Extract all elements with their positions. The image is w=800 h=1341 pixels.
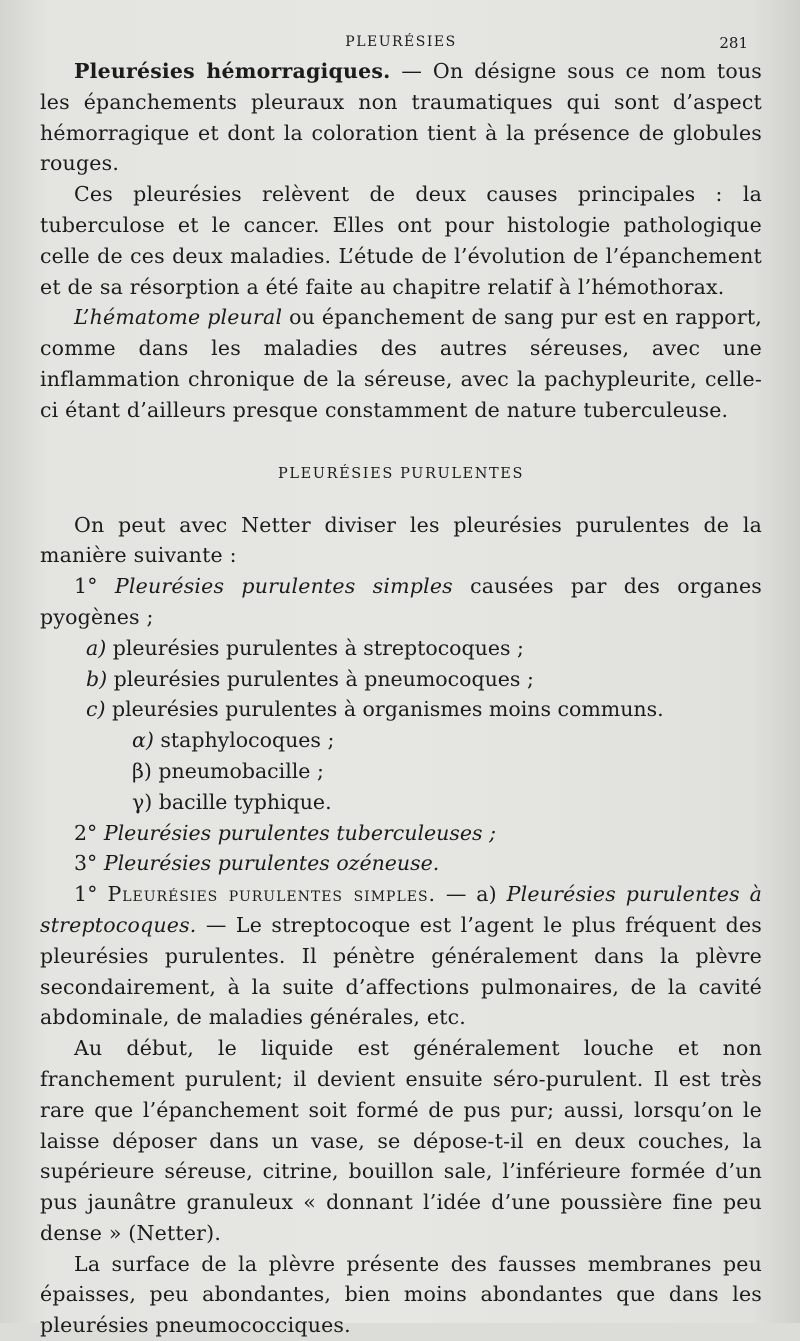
- list-number: 3°: [74, 851, 98, 876]
- paragraph-netter: [40, 510, 762, 572]
- greek-text: bacille typhique.: [152, 789, 332, 814]
- paragraph-text: ou épanchement de sang pur est en rapport, comme dans les maladies des autres séreuses, avec une inflammation chronique de la séreuse, avec la pachypleurite, celle-ci étant d’ailleurs presque constamment de nature tuberculeuse.: [40, 305, 762, 422]
- italic-term: Pleurésies purulentes à streptocoques.: [40, 882, 763, 937]
- list-item-3: [40, 848, 762, 879]
- list-item-1: [40, 571, 762, 633]
- italic-term: Pleurésies purulentes tuberculeuses ;: [103, 820, 496, 845]
- sub-text: pleurésies purulentes à organismes moins communs.: [105, 697, 664, 722]
- italic-term: Pleurésies purulentes ozéneuse.: [103, 851, 440, 876]
- sub-label: c): [86, 697, 106, 722]
- paragraph-text: Au début, le liquide est généralement louche et non franchement purulent; il devient ensuite séro-purulent. Il est très rare que l’épanchement soit formé de pus pur; aussi, lorsqu’on le laisse déposer dans un vase, se dépose-t-il en deux couches, la supérieure séreuse, citrine, bouillon sale, l’inférieure formée d’un pus jaunâtre granuleux « donnant l’idée d’une poussière fine peu dense » (Netter).: [40, 1036, 762, 1245]
- page-number: 281: [719, 34, 748, 52]
- paragraph-hematoma: [40, 302, 762, 425]
- list-item-2: [40, 818, 762, 849]
- paragraph-hemorrhagic: [40, 56, 762, 179]
- paragraph-text: — On désigne sous ce nom tous les épanchements pleuraux non traumatiques qui sont d’aspect hémorragique et dont la coloration tient à la présence de globules rouges.: [40, 59, 762, 176]
- greek-label: α): [132, 728, 154, 753]
- paragraph-streptococcus: [40, 879, 762, 1033]
- greek-item-gamma: [40, 787, 762, 818]
- running-head: [40, 32, 762, 56]
- greek-text: staphylocoques ;: [153, 728, 335, 753]
- section-heading: PLEURÉSIES PURULENTES: [277, 465, 525, 482]
- paragraph-text: On peut avec Netter diviser les pleurésies purulentes de la manière suivante :: [40, 512, 762, 568]
- paragraph-causes: [40, 179, 762, 302]
- paragraph-text: — Le streptocoque est l’agent le plus fréquent des pleurésies purulentes. Il pénètre généralement dans la plèvre secondairement, à la suite d’affections pulmonaires, de la cavité abdominale, de maladies générales, etc.: [40, 912, 762, 1030]
- list-text: causées par des organes pyogènes ;: [40, 574, 763, 629]
- paragraph-liquid: [40, 1033, 762, 1249]
- sub-label: a): [86, 635, 107, 660]
- paragraph-text: La surface de la plèvre présente des fausses membranes peu épaisses, peu abondantes, bien moins abondantes que dans les pleurésies pneumococciques.: [40, 1251, 762, 1338]
- greek-item-beta: [40, 756, 762, 787]
- list-number: 2°: [74, 820, 98, 845]
- list-number: 1°: [74, 574, 98, 599]
- running-title: PLEURÉSIES: [345, 34, 457, 50]
- sub-text: pleurésies purulentes à pneumocoques ;: [107, 666, 534, 691]
- sub-item-b: [40, 664, 762, 695]
- sub-item-c: [40, 694, 762, 725]
- italic-term: L’hématome pleural: [74, 305, 283, 330]
- greek-text: pneumobacille ;: [151, 758, 324, 783]
- sub-label: b): [86, 666, 108, 691]
- sub-item-a: [40, 633, 762, 664]
- paragraph-surface: [40, 1249, 762, 1341]
- section-number: 1°: [74, 882, 98, 907]
- paragraph-text: Ces pleurésies relèvent de deux causes principales : la tuberculose et le cancer. Elles ont pour histologie pathologique celle de ces deux maladies. L’étude de l’évolution de l’épanchement et de sa résorption a été faite au chapitre relatif à l’hémothorax.: [40, 182, 762, 299]
- smallcaps-heading: Pleurésies purulentes simples.: [107, 882, 437, 907]
- greek-label: β): [132, 758, 152, 783]
- greek-label: γ): [132, 789, 153, 814]
- dash-label: — a): [436, 882, 507, 907]
- sub-text: pleurésies purulentes à streptocoques ;: [106, 635, 524, 660]
- greek-item-alpha: [40, 725, 762, 756]
- italic-term: Pleurésies purulentes simples: [114, 574, 453, 599]
- paragraph-title: Pleurésies hémorragiques.: [74, 59, 391, 83]
